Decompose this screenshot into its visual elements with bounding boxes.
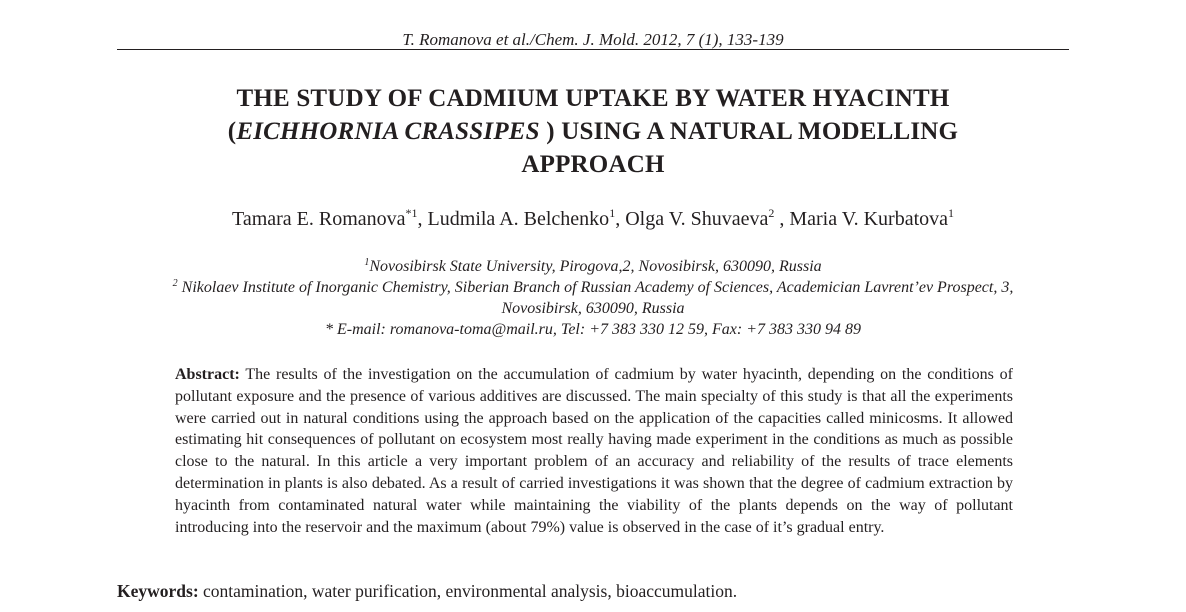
article-title (117, 82, 1069, 181)
running-head: T. Romanova et al./Chem. J. Mold. 2012, 7 (1), 133-139 (402, 30, 784, 49)
author-list (117, 206, 1069, 232)
author-separator: , (615, 208, 626, 230)
keywords (117, 580, 1069, 603)
author-mark: 2 (768, 206, 775, 220)
affiliation-1-mark: 1 (364, 257, 370, 268)
affiliation-1 (117, 256, 1069, 277)
title-open-paren: ( (227, 118, 237, 145)
header-rule (117, 49, 1069, 50)
keywords-label: Keywords: (117, 581, 199, 601)
title-line-1: THE STUDY OF CADMIUM UPTAKE BY WATER HYACINTH (236, 85, 950, 112)
author-mark: 1 (948, 206, 954, 220)
title-line-2 (117, 115, 1069, 148)
title-line-3: APPROACH (521, 151, 665, 178)
author-name: Tamara E. Romanova (232, 208, 406, 230)
author-name: Maria V. Kurbatova (789, 208, 948, 230)
title-species-name: EICHHORNIA CRASSIPES (236, 118, 540, 145)
author-mark: *1 (405, 206, 418, 220)
author-mark: 1 (609, 206, 616, 220)
contact-line: * E-mail: romanova-toma@mail.ru, Tel: +7 383 330 12 59, Fax: +7 383 330 94 89 (325, 321, 861, 338)
title-line-2-rest: ) USING A NATURAL MODELLING (539, 118, 959, 145)
affiliations (117, 256, 1069, 340)
author-name: Ludmila A. Belchenko (427, 208, 610, 230)
author-separator: , (417, 208, 428, 230)
affiliation-2-text: Nikolaev Institute of Inorganic Chemistry, Siberian Branch of Russian Academy of Sciences, Academician Lavrent’ev Prospect, 3, (177, 279, 1014, 296)
affiliation-2 (117, 277, 1069, 298)
author-name: Olga V. Shuvaeva (625, 208, 769, 230)
affiliation-2-continued: Novosibirsk, 630090, Russia (501, 300, 685, 317)
abstract-label: Abstract: (175, 366, 240, 383)
abstract-text: The results of the investigation on the accumulation of cadmium by water hyacinth, depending on the conditions of pollutant exposure and the presence of various additives are discussed. The main specialty of this study is that all the experiments were carried out in natural conditions using the approach based on the application of the capacities called minicosms. It allowed estimating hit consequences of pollutant on ecosystem most really having made experiment in the conditions as much as possible close to the natural. In this article a very important problem of an accuracy and reliability of the results of trace elements determination in plants is also debated. As a result of carried investigations it was shown that the degree of cadmium extraction by hyacinth from contaminated natural water while maintaining the viability of the plants depends on the way of pollutant introducing into the reservoir and the maximum (about 79%) value is observed in the case of it’s gradual entry. (175, 366, 1013, 536)
author-separator: , (774, 208, 790, 230)
keywords-text: contamination, water purification, environmental analysis, bioaccumulation. (198, 581, 738, 601)
abstract (175, 364, 1013, 538)
affiliation-1-text: Novosibirsk State University, Pirogova,2, Novosibirsk, 630090, Russia (369, 258, 822, 275)
affiliation-2-mark: 2 (172, 278, 178, 289)
